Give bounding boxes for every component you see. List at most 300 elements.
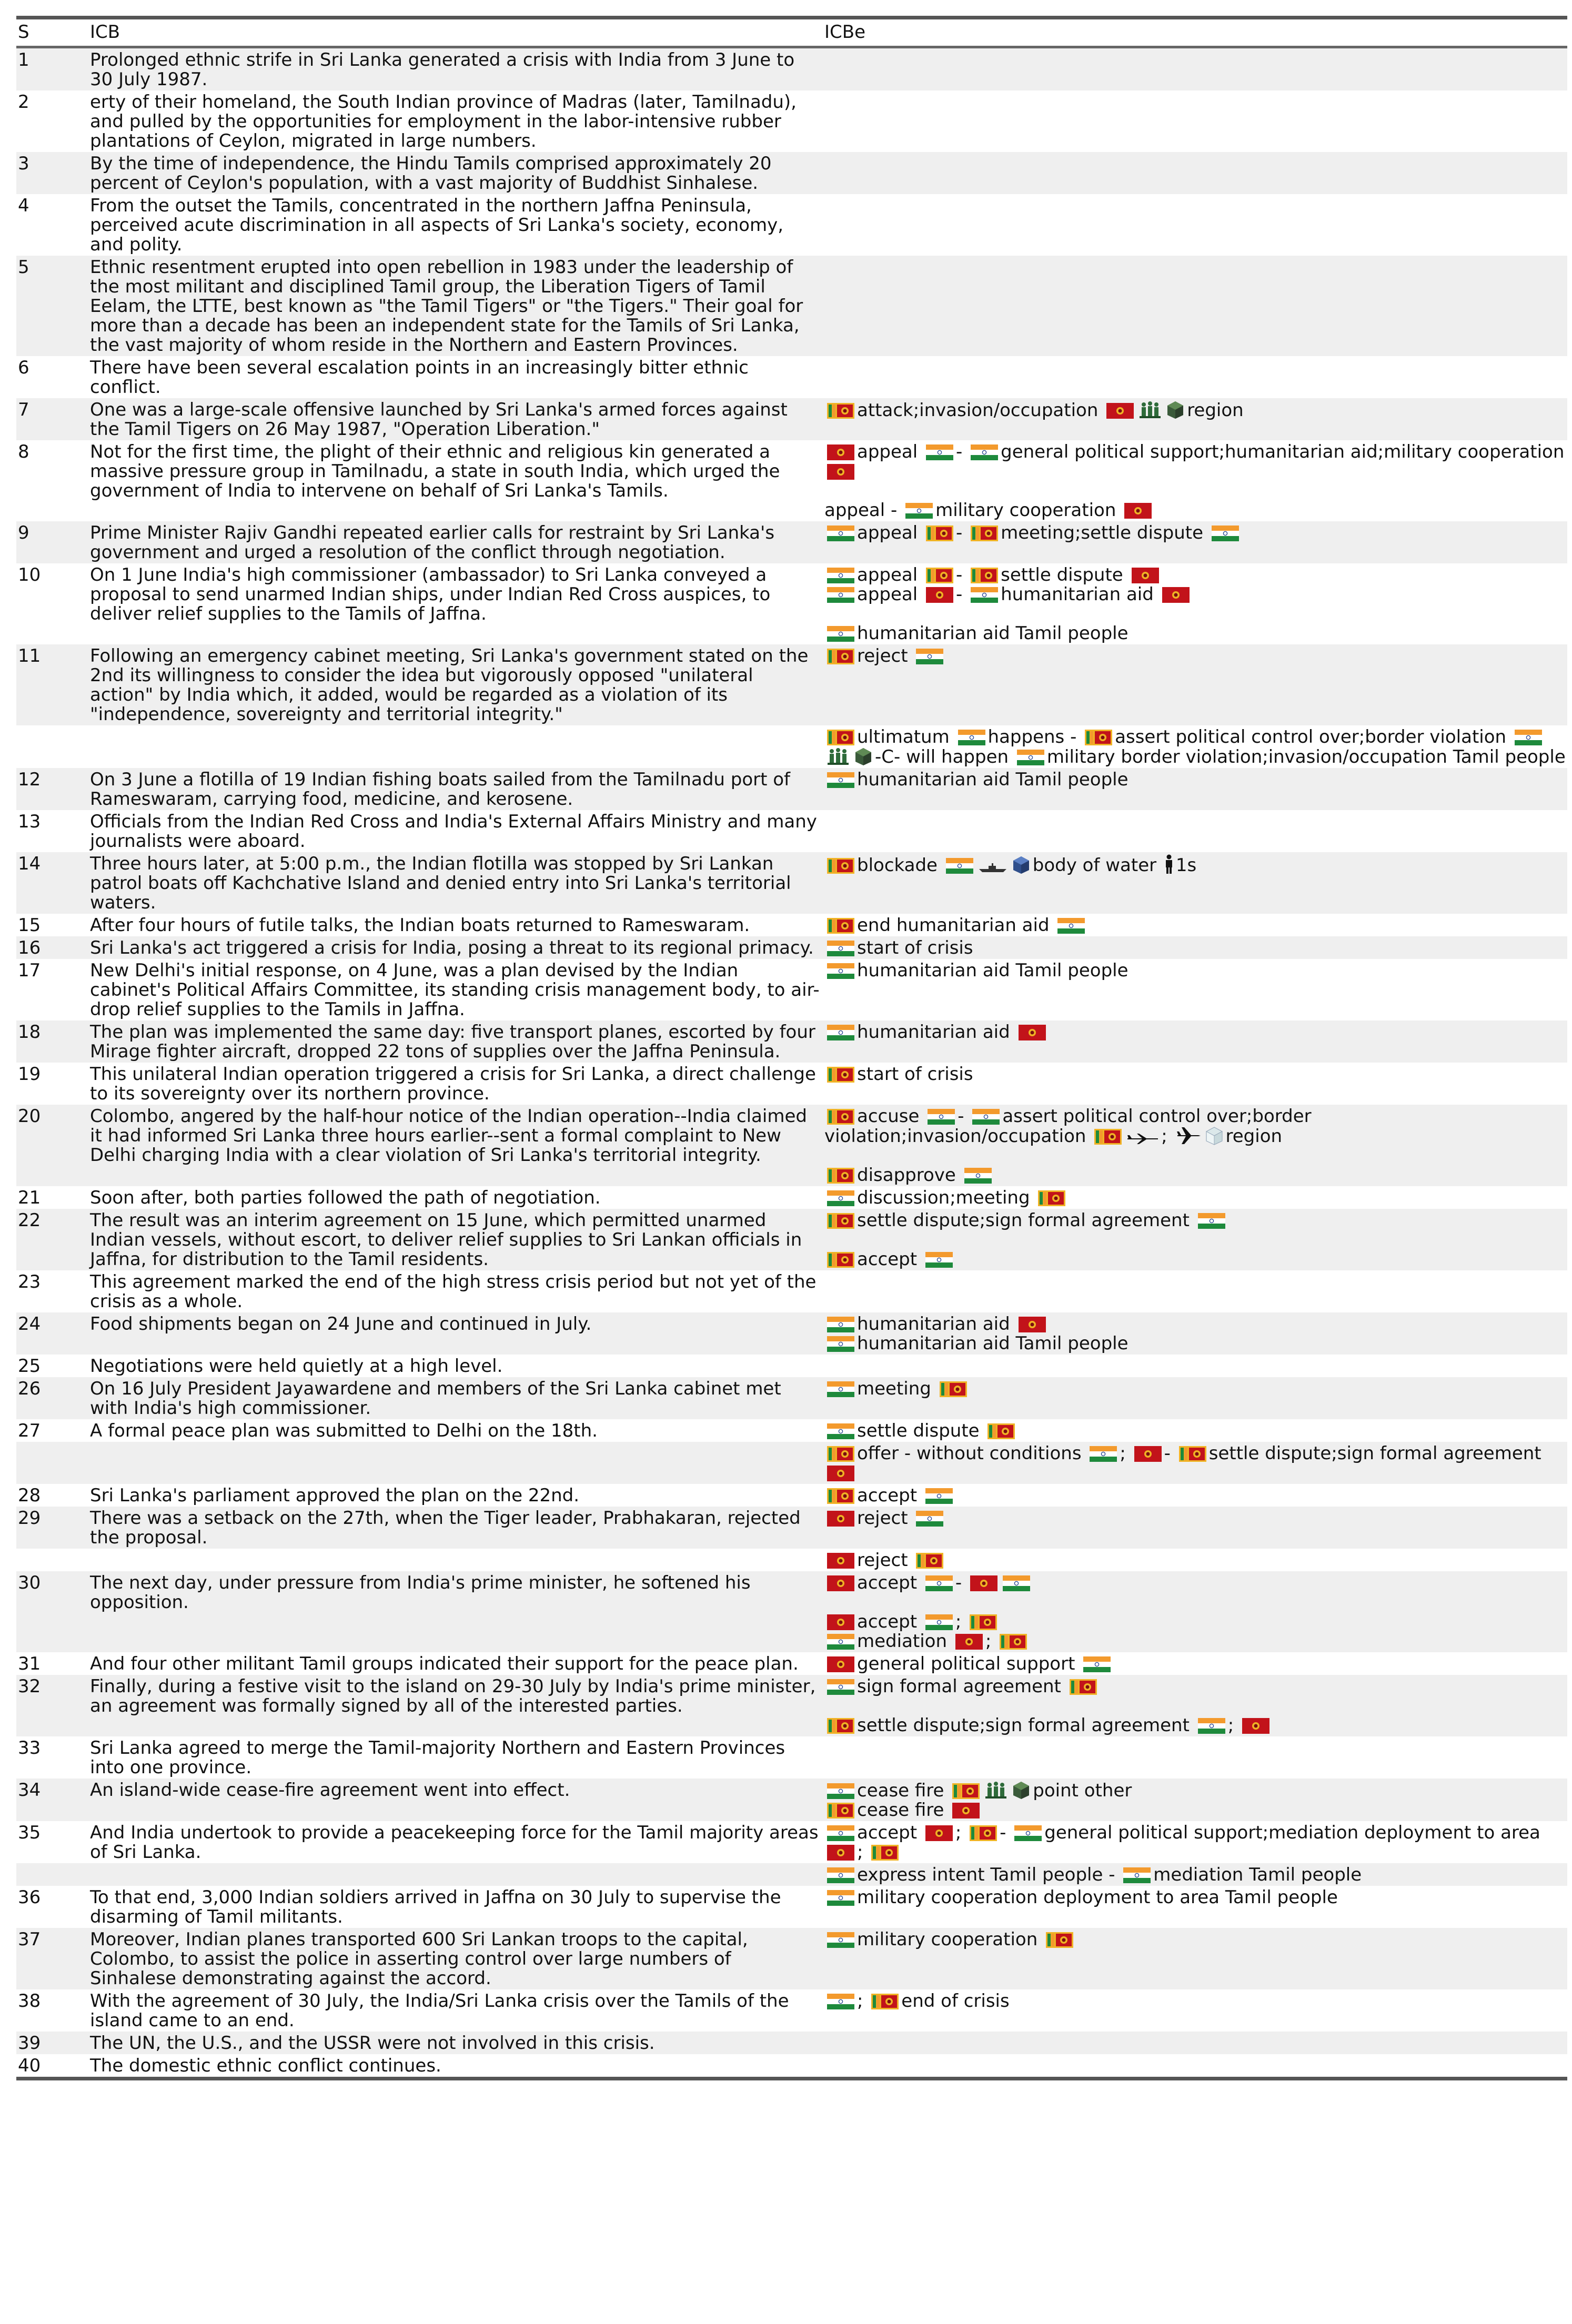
table-row bbox=[16, 2032, 1567, 2054]
table-header bbox=[16, 19, 1567, 48]
event-text: - bbox=[1000, 1822, 1006, 1843]
event-line bbox=[824, 1379, 1567, 1399]
india-flag-icon bbox=[827, 1317, 854, 1332]
icbe-events bbox=[824, 2054, 1567, 2057]
icb-sentence: After four hours of futile talks, the Indian boats returned to Rameswaram. bbox=[90, 915, 750, 936]
india-flag-icon bbox=[827, 1381, 854, 1397]
event-text: disapprove bbox=[857, 1165, 956, 1186]
event-line bbox=[824, 1211, 1567, 1230]
event-text: meeting bbox=[857, 1378, 931, 1399]
event-line bbox=[824, 1781, 1567, 1801]
event-text: sign formal agreement bbox=[857, 1676, 1061, 1697]
event-line bbox=[824, 1612, 1567, 1632]
event-line bbox=[824, 770, 1567, 790]
india-flag-icon bbox=[1003, 1575, 1030, 1591]
sri-lanka-flag-icon bbox=[916, 1553, 943, 1569]
tamil-flag-icon bbox=[827, 1845, 854, 1861]
india-flag-icon bbox=[827, 1783, 854, 1799]
sri-lanka-flag-icon bbox=[871, 1994, 899, 2009]
table-row bbox=[16, 1355, 1567, 1377]
event-text: discussion;meeting bbox=[857, 1187, 1030, 1208]
row-number: 27 bbox=[18, 1420, 41, 1441]
row-number: 6 bbox=[18, 357, 29, 378]
icb-sentence: Officials from the Indian Red Cross and India's External Affairs Ministry and many journalists were aboard. bbox=[90, 811, 817, 852]
row-number bbox=[16, 1863, 90, 1866]
troops-icon bbox=[827, 747, 850, 766]
tamil-flag-icon bbox=[827, 1575, 854, 1591]
event-text: body of water bbox=[1032, 855, 1157, 876]
event-line bbox=[824, 1486, 1567, 1505]
event-text: humanitarian aid bbox=[857, 1313, 1010, 1335]
event-text: ; bbox=[1120, 1443, 1126, 1464]
row-number: 20 bbox=[18, 1106, 41, 1127]
icb-sentence: The UN, the U.S., and the USSR were not involved in this crisis. bbox=[90, 2033, 655, 2054]
event-line bbox=[824, 1315, 1567, 1334]
icbe-events bbox=[824, 48, 1567, 52]
icbe-events bbox=[824, 1063, 1567, 1085]
event-line bbox=[824, 1888, 1567, 1907]
icb-sentence: From the outset the Tamils, concentrated in the northern Jaffna Peninsula, perceived acute discrimination in all aspects of Sri Lanka's society, economy, and polity. bbox=[90, 195, 783, 255]
india-flag-icon bbox=[1017, 750, 1044, 765]
table-row bbox=[16, 852, 1567, 914]
event-text: ; bbox=[1161, 1126, 1167, 1147]
event-line bbox=[824, 854, 1567, 875]
table-row bbox=[16, 1507, 1567, 1549]
event-text: appeal bbox=[857, 564, 918, 585]
icb-sentence: And four other militant Tamil groups indicated their support for the peace plan. bbox=[90, 1653, 799, 1674]
table-row bbox=[16, 1484, 1567, 1507]
icb-sentence: A formal peace plan was submitted to Delhi on the 18th. bbox=[90, 1420, 598, 1441]
event-line bbox=[824, 1801, 1567, 1820]
tamil-flag-icon bbox=[1106, 403, 1134, 419]
sri-lanka-flag-icon bbox=[952, 1783, 980, 1799]
sri-lanka-flag-icon bbox=[1038, 1190, 1065, 1206]
table-row bbox=[16, 90, 1567, 152]
india-flag-icon bbox=[827, 772, 854, 788]
icbe-events bbox=[824, 914, 1567, 936]
table-row bbox=[16, 1270, 1567, 1312]
table-row bbox=[16, 563, 1567, 644]
event-text: ; bbox=[857, 1842, 863, 1863]
event-text: end of crisis bbox=[901, 1990, 1010, 2012]
row-number bbox=[16, 1549, 90, 1552]
icbe-events bbox=[824, 1675, 1567, 1736]
tamil-flag-icon bbox=[1242, 1718, 1269, 1734]
india-flag-icon bbox=[827, 941, 854, 956]
event-text: humanitarian aid bbox=[1001, 584, 1154, 605]
event-text: humanitarian aid bbox=[857, 1022, 1010, 1043]
india-flag-icon bbox=[925, 1252, 953, 1268]
icb-sentence: The plan was implemented the same day: five transport planes, escorted by four Mirage fighter aircraft, dropped 22 tons of supplies over the Jaffna Peninsula. bbox=[90, 1022, 815, 1062]
row-number: 26 bbox=[18, 1378, 41, 1399]
event-text: express intent Tamil people - bbox=[857, 1864, 1115, 1885]
tamil-flag-icon bbox=[1124, 503, 1152, 519]
event-text: settle dispute;sign formal agreement bbox=[857, 1715, 1190, 1736]
tamil-flag-icon bbox=[827, 464, 854, 480]
india-flag-icon bbox=[964, 1168, 992, 1184]
india-flag-icon bbox=[827, 1336, 854, 1352]
india-flag-icon bbox=[1515, 730, 1542, 745]
row-number: 1 bbox=[18, 49, 29, 70]
table-row bbox=[16, 1377, 1567, 1419]
row-number: 16 bbox=[18, 937, 41, 958]
row-number bbox=[16, 1442, 90, 1445]
tamil-flag-icon bbox=[1019, 1317, 1046, 1332]
icb-sentence bbox=[90, 1549, 824, 1552]
table-row bbox=[16, 440, 1567, 521]
icbe-events bbox=[824, 1886, 1567, 1908]
icbe-events bbox=[824, 1821, 1567, 1863]
event-text: humanitarian aid Tamil people bbox=[857, 1333, 1128, 1354]
india-flag-icon bbox=[827, 1679, 854, 1695]
event-line bbox=[824, 1992, 1567, 2011]
icbe-events bbox=[824, 959, 1567, 982]
table-row bbox=[16, 914, 1567, 936]
tamil-flag-icon bbox=[926, 587, 953, 603]
india-flag-icon bbox=[946, 858, 973, 874]
airspace-icon bbox=[1205, 1126, 1224, 1145]
table-row bbox=[16, 256, 1567, 356]
icbe-events bbox=[824, 256, 1567, 259]
event-text: - bbox=[1164, 1443, 1171, 1464]
event-text: cease fire bbox=[857, 1800, 944, 1821]
tamil-flag-icon bbox=[827, 1656, 854, 1672]
row-number: 19 bbox=[18, 1064, 41, 1085]
event-text: cease fire bbox=[857, 1780, 944, 1801]
ship-icon bbox=[978, 862, 1007, 874]
icb-sentence: On 1 June India's high commissioner (ambassador) to Sri Lanka conveyed a proposal to send unarmed Indian ships, under Indian Red Cross auspices, to deliver relief supplies to the Tamils of Jaffna. bbox=[90, 564, 771, 624]
table-row bbox=[16, 1675, 1567, 1736]
event-text: accept bbox=[857, 1572, 918, 1593]
table-row bbox=[16, 1571, 1567, 1652]
icb-sentence: Sri Lanka's act triggered a crisis for India, posing a threat to its regional primacy. bbox=[90, 937, 814, 958]
india-flag-icon bbox=[827, 1634, 854, 1650]
row-number: 23 bbox=[18, 1271, 41, 1292]
tamil-flag-icon bbox=[827, 1466, 854, 1481]
sri-lanka-flag-icon bbox=[827, 918, 854, 934]
event-text: - bbox=[956, 584, 963, 605]
india-flag-icon bbox=[958, 730, 985, 745]
india-flag-icon bbox=[925, 1488, 953, 1504]
table-row bbox=[16, 1419, 1567, 1442]
row-number: 28 bbox=[18, 1485, 41, 1506]
event-text: region bbox=[1187, 400, 1244, 421]
header-s: S bbox=[18, 21, 29, 43]
india-flag-icon bbox=[928, 1109, 955, 1125]
event-text: humanitarian aid Tamil people bbox=[857, 960, 1128, 981]
india-flag-icon bbox=[1198, 1213, 1225, 1229]
row-number: 10 bbox=[18, 564, 41, 585]
table-row bbox=[16, 1063, 1567, 1105]
event-text: reject bbox=[857, 645, 908, 666]
india-flag-icon bbox=[1198, 1718, 1225, 1734]
event-line bbox=[824, 1166, 1567, 1185]
event-text: general political support bbox=[857, 1653, 1075, 1674]
event-text: accept bbox=[857, 1249, 918, 1270]
event-text: end humanitarian aid bbox=[857, 915, 1050, 936]
event-text: reject bbox=[857, 1550, 908, 1571]
india-flag-icon bbox=[925, 1614, 953, 1630]
icb-sentence: Ethnic resentment erupted into open rebellion in 1983 under the leadership of the most militant and disciplined Tamil group, the Liberation Tigers of Tamil Eelam, the LTTE, best known as "the Tamil Tigers" or "the Tigers." Their goal for more than a decade has been an independent state for the Tamils of Sri Lanka, the vast majority of whom reside in the Northern and Eastern Provinces. bbox=[90, 257, 803, 356]
event-text: general political support;mediation deployment to area bbox=[1044, 1822, 1540, 1843]
icb-sentence: Colombo, angered by the half-hour notice of the Indian operation--India claimed it had informed Sri Lanka three hours earlier--sent a formal complaint to New Delhi charging India with a clear violation of Sri Lanka's territorial integrity. bbox=[90, 1106, 807, 1166]
event-line bbox=[824, 1107, 1567, 1146]
india-flag-icon bbox=[1083, 1656, 1111, 1672]
icb-sentence: The result was an interim agreement on 15 June, which permitted unarmed Indian vessels, without escort, to deliver relief supplies to Sri Lankan officials in Jaffna, for distribution to the Tamil residents. bbox=[90, 1210, 802, 1270]
icbe-events bbox=[824, 1209, 1567, 1270]
india-flag-icon bbox=[905, 503, 933, 519]
icb-sentence: Prime Minister Rajiv Gandhi repeated earlier calls for restraint by Sri Lanka's government and urged a resolution of the conflict through negotiation. bbox=[90, 522, 775, 563]
row-number: 12 bbox=[18, 769, 41, 790]
event-line bbox=[824, 961, 1567, 981]
sri-lanka-flag-icon bbox=[827, 858, 854, 874]
event-text: mediation bbox=[857, 1631, 948, 1652]
sri-lanka-flag-icon bbox=[827, 1488, 854, 1504]
icbe-events bbox=[824, 1020, 1567, 1043]
event-text: - bbox=[955, 1572, 962, 1593]
event-text: appeal bbox=[857, 441, 918, 462]
event-text: ; bbox=[1227, 1715, 1234, 1736]
icbe-events bbox=[824, 1484, 1567, 1507]
india-flag-icon bbox=[1090, 1446, 1117, 1462]
event-text: settle dispute bbox=[1001, 564, 1123, 585]
icbe-events bbox=[824, 521, 1567, 544]
icbe-events bbox=[824, 90, 1567, 94]
icbe-events bbox=[824, 1105, 1567, 1186]
sri-lanka-flag-icon bbox=[971, 568, 998, 583]
tamil-flag-icon bbox=[827, 444, 854, 460]
event-text: offer - without conditions bbox=[857, 1443, 1082, 1464]
event-line bbox=[824, 523, 1567, 543]
sri-lanka-flag-icon bbox=[827, 1718, 854, 1734]
icb-sentence: There was a setback on the 27th, when the Tiger leader, Prabhakaran, rejected the proposal. bbox=[90, 1508, 801, 1548]
table-row bbox=[16, 194, 1567, 256]
table-row bbox=[16, 398, 1567, 440]
event-text: humanitarian aid Tamil people bbox=[857, 623, 1128, 644]
icbe-events bbox=[824, 768, 1567, 791]
event-line bbox=[824, 1065, 1567, 1084]
event-line bbox=[824, 1573, 1567, 1593]
icb-sentence: Finally, during a festive visit to the island on 29-30 July by India's prime minister, an agreement was formally signed by all of the interested parties. bbox=[90, 1676, 816, 1716]
event-line bbox=[824, 400, 1567, 420]
table-row bbox=[16, 356, 1567, 398]
sri-lanka-flag-icon bbox=[827, 1109, 854, 1125]
sri-lanka-flag-icon bbox=[827, 730, 854, 745]
event-text: humanitarian aid Tamil people bbox=[857, 769, 1128, 790]
icb-sentence: New Delhi's initial response, on 4 June, was a plan devised by the Indian cabinet's Political Affairs Committee, its standing crisis management body, to air-drop relief supplies to the Tamils in Jaffna. bbox=[90, 960, 820, 1020]
person-icon bbox=[1164, 854, 1174, 874]
land-icon bbox=[1166, 400, 1185, 419]
row-number: 13 bbox=[18, 811, 41, 832]
icbe-events bbox=[824, 1270, 1567, 1274]
event-text: accept bbox=[857, 1611, 918, 1632]
event-text: military border violation;invasion/occupation Tamil people bbox=[1046, 746, 1566, 767]
jet-icon bbox=[1126, 1133, 1159, 1145]
table-row bbox=[16, 1186, 1567, 1209]
event-text: start of crisis bbox=[857, 1064, 973, 1085]
event-line bbox=[824, 1444, 1567, 1483]
row-number: 3 bbox=[18, 153, 29, 174]
event-text: settle dispute bbox=[857, 1420, 980, 1441]
event-text: settle dispute;sign formal agreement bbox=[1208, 1443, 1541, 1464]
table-row bbox=[16, 810, 1567, 852]
event-text: military cooperation bbox=[935, 500, 1116, 521]
table-row bbox=[16, 48, 1567, 90]
icb-sentence: On 16 July President Jayawardene and members of the Sri Lanka cabinet met with India's high commissioner. bbox=[90, 1378, 781, 1419]
row-number: 30 bbox=[18, 1572, 41, 1593]
event-text: accuse bbox=[857, 1106, 920, 1127]
event-line bbox=[824, 1334, 1567, 1353]
row-number: 2 bbox=[18, 92, 29, 113]
event-text: assert political control over;border violation;invasion/occupation bbox=[824, 1106, 1312, 1147]
tamil-flag-icon bbox=[970, 1575, 997, 1591]
table-row bbox=[16, 768, 1567, 810]
india-flag-icon bbox=[916, 649, 943, 664]
sri-lanka-flag-icon bbox=[926, 568, 953, 583]
india-flag-icon bbox=[827, 526, 854, 541]
icbe-events bbox=[824, 2032, 1567, 2035]
event-line bbox=[824, 1421, 1567, 1441]
sri-lanka-flag-icon bbox=[1000, 1634, 1027, 1650]
event-text: - bbox=[956, 522, 963, 543]
india-flag-icon bbox=[971, 444, 998, 460]
icbe-events bbox=[824, 1355, 1567, 1358]
event-text: - bbox=[956, 441, 963, 462]
icb-sentence: Three hours later, at 5:00 p.m., the Indian flotilla was stopped by Sri Lankan patrol boats off Kachchative Island and denied entry into Sri Lanka's territorial waters. bbox=[90, 853, 791, 913]
row-number: 40 bbox=[18, 2055, 41, 2076]
event-line bbox=[824, 585, 1567, 604]
icb-sentence: An island-wide cease-fire agreement went into effect. bbox=[90, 1780, 570, 1801]
row-number: 11 bbox=[18, 645, 41, 666]
event-text: ; bbox=[985, 1631, 992, 1652]
india-flag-icon bbox=[916, 1511, 943, 1527]
event-line bbox=[824, 1930, 1567, 1949]
sri-lanka-flag-icon bbox=[827, 403, 854, 419]
table-row bbox=[16, 936, 1567, 959]
india-flag-icon bbox=[827, 1190, 854, 1206]
table-row bbox=[16, 1549, 1567, 1571]
event-line bbox=[824, 1551, 1567, 1570]
sri-lanka-flag-icon bbox=[987, 1423, 1015, 1439]
event-line bbox=[824, 938, 1567, 958]
event-text: reject bbox=[857, 1508, 908, 1529]
header-icbe: ICBe bbox=[824, 21, 866, 43]
event-text: accept bbox=[857, 1485, 918, 1506]
tamil-flag-icon bbox=[1134, 1446, 1162, 1462]
icbe-events bbox=[824, 1736, 1567, 1740]
icb-sentence: Food shipments began on 24 June and continued in July. bbox=[90, 1313, 592, 1335]
row-number: 31 bbox=[18, 1653, 41, 1674]
sri-lanka-flag-icon bbox=[827, 1252, 854, 1268]
event-text: point other bbox=[1033, 1780, 1132, 1801]
row-number: 34 bbox=[18, 1780, 41, 1801]
row-number: 14 bbox=[18, 853, 41, 874]
icb-sentence: This unilateral Indian operation triggered a crisis for Sri Lanka, a direct challenge to its sovereignty over its northern province. bbox=[90, 1064, 816, 1104]
india-flag-icon bbox=[971, 587, 998, 603]
event-text: appeal - bbox=[824, 500, 898, 521]
table-row bbox=[16, 959, 1567, 1020]
row-number: 21 bbox=[18, 1187, 41, 1208]
icb-sentence: The domestic ethnic conflict continues. bbox=[90, 2055, 441, 2076]
tamil-flag-icon bbox=[827, 1553, 854, 1569]
row-number: 35 bbox=[18, 1822, 41, 1843]
table-row bbox=[16, 2054, 1567, 2077]
row-number: 22 bbox=[18, 1210, 41, 1231]
table-row bbox=[16, 1928, 1567, 1989]
table-row bbox=[16, 1989, 1567, 2032]
table-row bbox=[16, 521, 1567, 563]
event-line bbox=[824, 1632, 1567, 1651]
row-number: 29 bbox=[18, 1508, 41, 1529]
india-flag-icon bbox=[827, 626, 854, 642]
event-text: military cooperation bbox=[857, 1929, 1038, 1950]
event-line bbox=[824, 624, 1567, 643]
table-body bbox=[16, 48, 1567, 2077]
troops-icon bbox=[1138, 400, 1162, 419]
icb-sentence: This agreement marked the end of the high stress crisis period but not yet of the crisis as a whole. bbox=[90, 1271, 817, 1312]
icb-sentence: erty of their homeland, the South Indian province of Madras (later, Tamilnadu), and pulled by the opportunities for employment in the labor-intensive rubber plantations of Ceylon, migrated in large numbers. bbox=[90, 92, 797, 151]
event-text: blockade bbox=[857, 855, 938, 876]
troops-icon bbox=[984, 1781, 1007, 1800]
table-row bbox=[16, 1886, 1567, 1928]
event-line bbox=[824, 501, 1567, 520]
sri-lanka-flag-icon bbox=[1085, 730, 1112, 745]
table-row bbox=[16, 1442, 1567, 1484]
table-row bbox=[16, 1736, 1567, 1779]
sri-lanka-flag-icon bbox=[827, 1803, 854, 1818]
event-text: settle dispute;sign formal agreement bbox=[857, 1210, 1190, 1231]
icb-sentence: One was a large-scale offensive launched by Sri Lanka's armed forces against the Tamil Tigers on 26 May 1987, "Operation Liberation." bbox=[90, 399, 788, 440]
table-row bbox=[16, 1020, 1567, 1063]
tamil-flag-icon bbox=[925, 1825, 953, 1841]
event-line bbox=[824, 1509, 1567, 1528]
event-text: - bbox=[958, 1106, 964, 1127]
icbe-events bbox=[824, 440, 1567, 521]
sri-lanka-flag-icon bbox=[871, 1845, 899, 1861]
icbe-events bbox=[824, 1507, 1567, 1529]
icb-sentence: On 3 June a flotilla of 19 Indian fishing boats sailed from the Tamilnadu port of Rameswaram, carrying food, medicine, and kerosene. bbox=[90, 769, 791, 810]
event-line bbox=[824, 916, 1567, 935]
icb-sentence: Not for the first time, the plight of their ethnic and religious kin generated a massive pressure group in Tamilnadu, a state in south India, which urged the government of India to intervene on behalf of Sri Lanka's Tamils. bbox=[90, 441, 780, 501]
tamil-flag-icon bbox=[827, 1614, 854, 1630]
india-flag-icon bbox=[1123, 1867, 1151, 1883]
sri-lanka-flag-icon bbox=[827, 1168, 854, 1184]
row-number: 33 bbox=[18, 1737, 41, 1759]
event-text: appeal bbox=[857, 584, 918, 605]
table-row bbox=[16, 1821, 1567, 1863]
icbe-events bbox=[824, 936, 1567, 959]
india-flag-icon bbox=[1212, 526, 1239, 541]
icbe-events bbox=[824, 725, 1567, 768]
event-line bbox=[824, 1023, 1567, 1042]
row-number: 4 bbox=[18, 195, 29, 216]
icbe-events bbox=[824, 1377, 1567, 1400]
row-number: 7 bbox=[18, 399, 29, 420]
event-text: ; bbox=[955, 1611, 962, 1632]
tamil-flag-icon bbox=[1019, 1025, 1046, 1040]
icb-sentence: Sri Lanka agreed to merge the Tamil-majority Northern and Eastern Provinces into one province. bbox=[90, 1737, 785, 1778]
sri-lanka-flag-icon bbox=[1179, 1446, 1206, 1462]
india-flag-icon bbox=[827, 1825, 854, 1841]
india-flag-icon bbox=[827, 1423, 854, 1439]
sri-lanka-flag-icon bbox=[827, 1067, 854, 1083]
event-line bbox=[824, 1188, 1567, 1208]
row-number: 38 bbox=[18, 1990, 41, 2012]
india-flag-icon bbox=[827, 1932, 854, 1948]
plane-icon bbox=[1175, 1126, 1201, 1145]
india-flag-icon bbox=[827, 1890, 854, 1906]
icbe-events bbox=[824, 1419, 1567, 1442]
